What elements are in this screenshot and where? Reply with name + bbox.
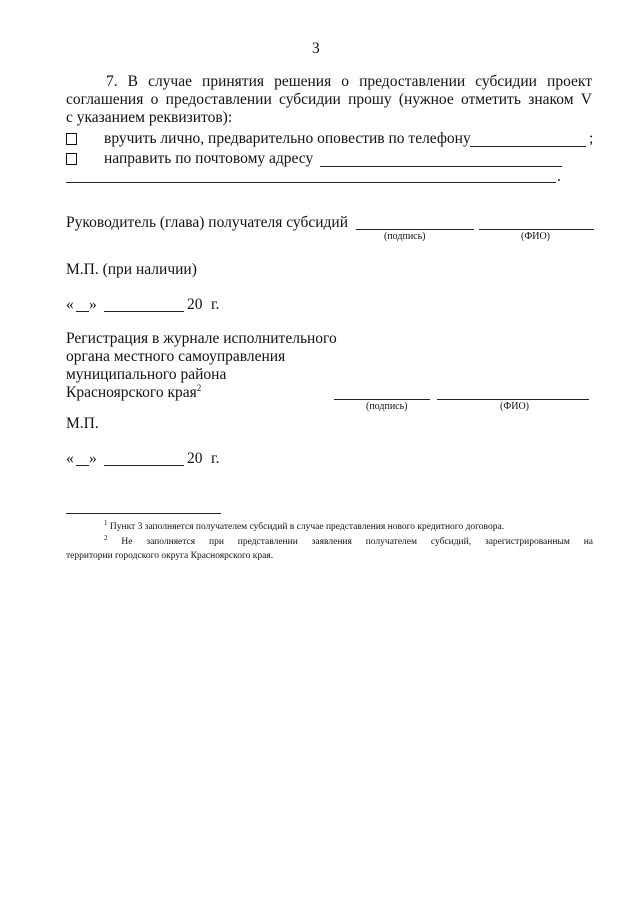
address-fill-line-1[interactable] (320, 166, 562, 167)
date-month-line[interactable] (104, 311, 184, 312)
checkbox-personal-delivery[interactable] (66, 133, 77, 145)
footnote-2-line2: территории городского округа Красноярского края. (66, 551, 274, 561)
registration-line2: органа местного самоуправления (66, 348, 286, 365)
option-postal-address-label: направить по почтовому адресу (104, 150, 314, 167)
registration-line3: муниципального района (66, 366, 227, 383)
date2-close-quote: » (89, 450, 97, 467)
stamp-label: М.П. (при наличии) (66, 261, 197, 278)
date2-month-line[interactable] (104, 465, 184, 466)
footnote-2-line1 (104, 535, 593, 549)
signatory-label: Руководитель (глава) получателя субсидий (66, 214, 349, 231)
option-personal-delivery-label: вручить лично, предварительно оповестив по телефону (104, 130, 471, 147)
date-year-suffix: г. (211, 296, 220, 313)
name-caption: (ФИО) (521, 231, 551, 242)
name-line[interactable] (479, 229, 594, 230)
date-close-quote: » (89, 296, 97, 313)
registration-signature-caption: (подпись) (366, 401, 408, 412)
date2-open-quote: « (66, 450, 74, 467)
item7-line1: 7. В случае принятия решения о предоставлении субсидии проект (106, 73, 592, 90)
date2-year-suffix: г. (211, 450, 220, 467)
date2-year-prefix: 20 (187, 450, 203, 467)
registration-name-line[interactable] (437, 399, 589, 400)
page-number: 3 (312, 40, 320, 57)
stamp2-label: М.П. (66, 415, 99, 432)
phone-fill-line[interactable] (470, 146, 586, 147)
footnote-2-mark: 2 (104, 534, 108, 542)
date-year-prefix: 20 (187, 296, 203, 313)
footnote-1-mark: 1 (104, 519, 108, 527)
date-day-line[interactable] (76, 311, 89, 312)
signature-line[interactable] (356, 229, 474, 230)
registration-line4 (66, 384, 201, 402)
registration-name-caption: (ФИО) (500, 401, 530, 412)
footnote-ref-2: 2 (196, 383, 202, 393)
address-fill-line-2[interactable] (66, 182, 556, 183)
footnote-1 (104, 520, 504, 534)
footnote-1-text: Пункт 3 заполняется получателем субсидий в случае представления нового кредитного договора. (109, 522, 505, 532)
registration-signature-line[interactable] (334, 399, 430, 400)
item7-line3: с указанием реквизитов): (66, 109, 233, 126)
date-open-quote: « (66, 296, 74, 313)
checkbox-postal-address[interactable] (66, 153, 77, 165)
registration-line1: Регистрация в журнале исполнительного (66, 330, 337, 347)
signature-caption: (подпись) (384, 231, 426, 242)
option1-end: ; (589, 130, 594, 147)
footnote-separator (66, 513, 221, 514)
footnote-2-text-line1: Не заполняется при представлении заявления получателем субсидий, зарегистрированным на (121, 537, 593, 547)
option2-end: . (557, 168, 561, 185)
registration-line4-text: Красноярского края (66, 384, 197, 401)
item7-line2: соглашения о предоставлении субсидии прошу (нужное отметить знаком V (66, 91, 592, 108)
date2-day-line[interactable] (76, 465, 89, 466)
